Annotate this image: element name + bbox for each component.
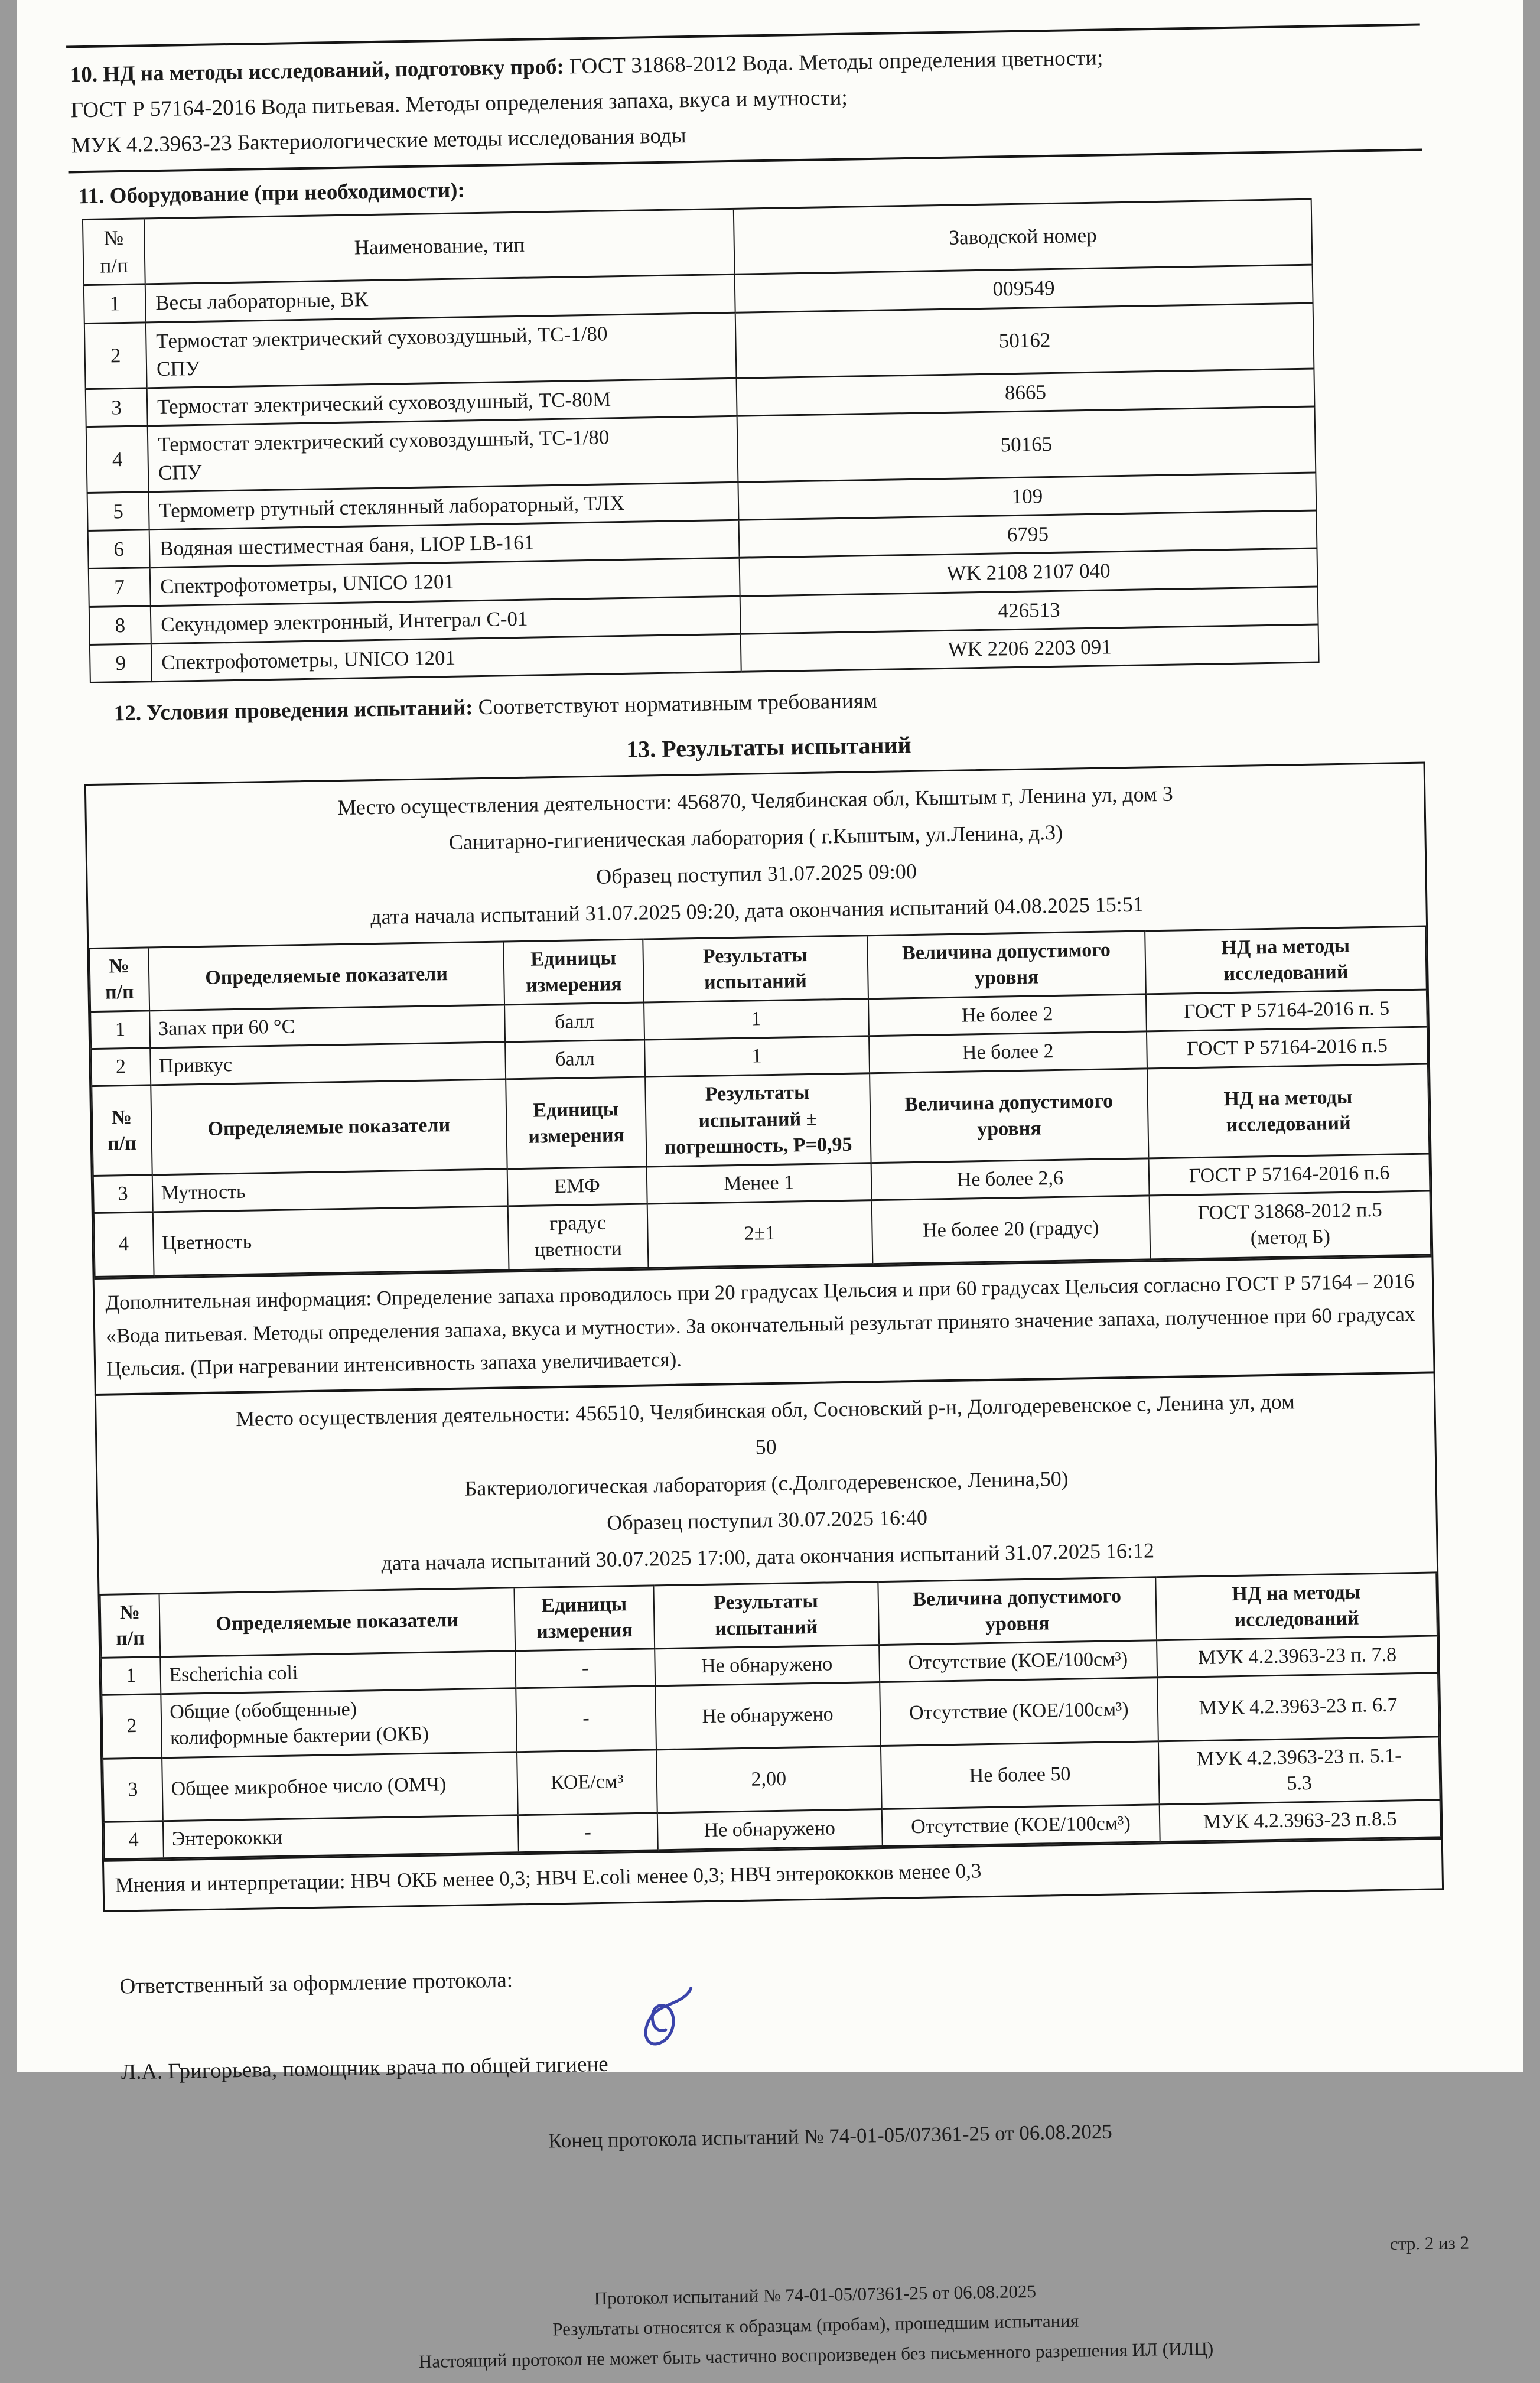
cell-units: балл — [504, 1002, 644, 1042]
cell-name: Секундомер электронный, Интеграл С-01 — [151, 596, 741, 644]
cell-units: - — [516, 1686, 656, 1752]
cell-indicator: Энтерококки — [162, 1815, 519, 1858]
results-table-bacteriological — [99, 1571, 1441, 1860]
cell-method: МУК 4.2.3963-23 п. 5.1- 5.3 — [1158, 1736, 1440, 1804]
cell-method: МУК 4.2.3963-23 п.8.5 — [1160, 1800, 1441, 1842]
results-block-sanitary — [84, 762, 1435, 1396]
cell-units: КОЕ/см³ — [517, 1749, 657, 1815]
section-10-line2: ГОСТ Р 57164-2016 Вода питьевая. Методы определения запаха, вкуса и мутности; — [70, 85, 848, 123]
section-10-line3: МУК 4.2.3963-23 Бактериологические методы исследования воды — [71, 123, 686, 158]
section-13-title: 13. Результаты испытаний — [626, 731, 911, 763]
cell-limit: Не более 50 — [880, 1741, 1159, 1809]
header-limit: Величина допустимого уровня — [878, 1577, 1157, 1645]
laboratory-name-1: Санитарно-гигиеническая лаборатория ( г.Кыштым, ул.Ленина, д.3) — [448, 820, 1063, 854]
cell-units: градус цветности — [508, 1204, 648, 1269]
cell-name: Термостат электрический суховоздушный, ТС-80М — [147, 378, 737, 426]
cell-name: Весы лабораторные, ВК — [145, 275, 735, 323]
cell-units: - — [518, 1813, 657, 1853]
cell-indicator: Привкус — [150, 1042, 506, 1085]
header-units: Единицы измерения — [515, 1585, 655, 1650]
header-method: НД на методы исследований — [1145, 926, 1427, 994]
cell-name: Спектрофотометры, UNICO 1201 — [150, 558, 740, 606]
cell-serial: 426513 — [740, 587, 1318, 634]
header-num: № п/п — [92, 1085, 152, 1176]
document-page — [17, 0, 1523, 2372]
section-10 — [70, 35, 1424, 164]
test-dates-2: дата начала испытаний 30.07.2025 17:00, дата окончания испытаний 31.07.2025 16:12 — [381, 1538, 1155, 1575]
cell-limit: Отсутствие (КОЕ/100см³) — [880, 1678, 1158, 1746]
cell-serial: WK 2206 2203 091 — [741, 624, 1318, 672]
page-number: стр. 2 из 2 — [1389, 2232, 1470, 2255]
signature-ink — [615, 1984, 705, 2068]
cell-num: 1 — [84, 284, 146, 323]
cell-indicator: Запах при 60 °С — [149, 1005, 506, 1048]
cell-indicator: Цветность — [152, 1206, 509, 1275]
cell-method: ГОСТ Р 57164-2016 п. 5 — [1146, 989, 1427, 1031]
cell-method: МУК 4.2.3963-23 п. 6.7 — [1157, 1673, 1439, 1741]
opinions-interpretations: Мнения и интерпретации: НВЧ ОКБ менее 0,3; НВЧ E.coli менее 0,3; НВЧ энтерококков менее 0,3 — [104, 1838, 1442, 1910]
footer-notes — [103, 2268, 1486, 2382]
sample-info-1 — [86, 764, 1426, 946]
header-units: Единицы измерения — [506, 1077, 646, 1168]
cell-num: 3 — [103, 1757, 162, 1822]
cell-num: 1 — [90, 1011, 150, 1049]
cell-num: 6 — [88, 530, 150, 569]
cell-num: 4 — [86, 426, 149, 493]
cell-units: балл — [505, 1040, 644, 1079]
cell-result: Не обнаружено — [655, 1682, 881, 1750]
cell-result: Не обнаружено — [655, 1645, 880, 1686]
cell-units: - — [515, 1649, 655, 1688]
section-10-line1: ГОСТ 31868-2012 Вода. Методы определения цветности; — [564, 45, 1103, 79]
header-units: Единицы измерения — [504, 939, 644, 1005]
cell-indicator: Общие (обобщенные) колиформные бактерии (ОКБ) — [161, 1688, 517, 1757]
results-table-organoleptic — [89, 925, 1431, 1277]
cell-limit: Не более 20 (градус) — [871, 1196, 1150, 1264]
cell-method: ГОСТ 31868-2012 п.5 (метод Б) — [1150, 1191, 1431, 1259]
header-method: НД на методы исследований — [1155, 1573, 1437, 1640]
header-result: Результаты испытаний — [643, 935, 868, 1002]
header-result: Результаты испытаний — [653, 1581, 879, 1649]
cell-num: 3 — [93, 1175, 153, 1213]
cell-serial: 109 — [738, 473, 1316, 520]
cell-result: 1 — [644, 999, 869, 1040]
header-result: Результаты испытаний ± погрешность, Р=0,95 — [645, 1073, 871, 1167]
cell-serial: 50165 — [737, 406, 1316, 482]
equipment-table — [82, 198, 1319, 683]
cell-num: 4 — [104, 1821, 164, 1860]
cell-serial: 50162 — [735, 303, 1314, 379]
footer-reproduction-note: Настоящий протокол не может быть частично воспроизведен без письменного разрешения ИЛ (ИЛЦ) — [418, 2338, 1214, 2372]
laboratory-name-2: Бактериологическая лаборатория (с.Долгодеревенское, Ленина,50) — [464, 1466, 1069, 1500]
cell-num: 8 — [89, 605, 151, 644]
cell-limit: Не более 2 — [868, 994, 1147, 1036]
signature-block — [119, 1946, 1482, 2090]
cell-num: 5 — [87, 492, 149, 531]
end-of-protocol-line: Конец протокола испытаний № 74-01-05/07361-25 от 06.08.2025 — [548, 2120, 1113, 2153]
cell-method: МУК 4.2.3963-23 п. 7.8 — [1157, 1636, 1438, 1678]
header-indicator: Определяемые показатели — [151, 1079, 507, 1175]
test-dates-1: дата начала испытаний 31.07.2025 09:20, дата окончания испытаний 04.08.2025 15:51 — [370, 892, 1144, 929]
cell-num: 9 — [90, 644, 152, 683]
cell-indicator: Мутность — [152, 1169, 508, 1212]
header-limit: Величина допустимого уровня — [870, 1069, 1149, 1163]
sample-received-2: Образец поступил 30.07.2025 16:40 — [607, 1505, 928, 1535]
results-block-bacteriological — [95, 1371, 1444, 1912]
cell-name: Спектрофотометры, UNICO 1201 — [151, 634, 741, 682]
place-of-activity-1: Место осуществления деятельности: 456870, Челябинская обл, Кыштым г, Ленина ул, дом 3 — [337, 782, 1174, 820]
cell-num: 7 — [89, 568, 151, 607]
signature-person: Л.А. Григорьева, помощник врача по общей гигиене — [121, 2052, 609, 2085]
section-10-label: 10. НД на методы исследований, подготовку проб: — [70, 54, 565, 87]
cell-result: 1 — [644, 1036, 870, 1077]
cell-result: 2±1 — [647, 1200, 872, 1268]
cell-num: 4 — [94, 1212, 154, 1277]
footer-results-note: Результаты относятся к образцам (пробам), прошедшим испытания — [552, 2310, 1079, 2340]
cell-method: ГОСТ Р 57164-2016 п.6 — [1149, 1154, 1430, 1196]
cell-result: 2,00 — [656, 1746, 881, 1813]
cell-limit: Отсутствие (КОЕ/100см³) — [881, 1805, 1160, 1847]
cell-name: Термометр ртутный стеклянный лабораторный, ТЛХ — [149, 482, 739, 530]
footer-protocol-number: Протокол испытаний № 74-01-05/07361-25 от 06.08.2025 — [594, 2281, 1037, 2309]
header-method: НД на методы исследований — [1147, 1064, 1430, 1158]
cell-name: Термостат электрический суховоздушный, ТС-1/80 СПУ — [146, 312, 737, 388]
section-11-title: 11. Оборудование (при необходимости): — [77, 178, 465, 209]
cell-num: 1 — [101, 1657, 161, 1695]
cell-result: Менее 1 — [646, 1163, 871, 1204]
section-12-value: Соответствуют нормативным требованиям — [473, 688, 878, 720]
sample-received-1: Образец поступил 31.07.2025 09:00 — [595, 859, 917, 888]
equipment-header-serial: Заводской номер — [734, 199, 1312, 275]
section-12-label: 12. Условия проведения испытаний: — [113, 695, 473, 726]
cell-limit: Не более 2,6 — [871, 1158, 1149, 1200]
cell-serial: WK 2108 2107 040 — [740, 548, 1317, 595]
cell-result: Не обнаружено — [657, 1809, 882, 1850]
section-12 — [113, 679, 1458, 727]
header-indicator: Определяемые показатели — [148, 942, 504, 1011]
cell-num: 2 — [102, 1694, 161, 1759]
place-of-activity-2: Место осуществления деятельности: 456510, Челябинская обл, Сосновский р-н, Долгодеревенское с, Ленина ул, дом 50 — [235, 1389, 1295, 1459]
cell-num: 3 — [86, 388, 148, 427]
cell-limit: Не более 2 — [869, 1031, 1147, 1073]
cell-num: 2 — [84, 322, 147, 389]
additional-info: Дополнительная информация: Определение запаха проводилось при 20 градусах Цельсия и при 60 градусах Цельсия согласно ГОСТ Р 57164 – 2016 «Вода питьевая. Методы определения запаха, вкуса и мутности». За окончательный результат принято значение запаха, полученное при 60 градусах Цельсия. (При нагревании интенсивность запаха увеличивается). — [95, 1255, 1434, 1394]
cell-indicator: Escherichia coli — [160, 1651, 516, 1694]
cell-method: ГОСТ Р 57164-2016 п.5 — [1147, 1027, 1428, 1069]
cell-name: Водяная шестиместная баня, LIOP LB-161 — [149, 520, 740, 568]
cell-units: ЕМФ — [507, 1167, 647, 1206]
header-indicator: Определяемые показатели — [159, 1587, 515, 1656]
header-num: № п/п — [100, 1593, 160, 1658]
equipment-header-num: № п/п — [83, 219, 145, 285]
cell-num: 2 — [91, 1048, 151, 1086]
header-num: № п/п — [89, 948, 149, 1012]
cell-serial: 009549 — [735, 265, 1313, 312]
sample-info-2 — [96, 1373, 1437, 1593]
signature-caption: Ответственный за оформление протокола: — [119, 1968, 513, 1999]
equipment-header-name: Наименование, тип — [144, 209, 735, 284]
cell-serial: 8665 — [737, 369, 1314, 416]
cell-serial: 6795 — [739, 510, 1317, 558]
cell-indicator: Общее микробное число (ОМЧ) — [162, 1752, 518, 1821]
cell-limit: Отсутствие (КОЕ/100см³) — [879, 1640, 1157, 1682]
header-limit: Величина допустимого уровня — [867, 931, 1146, 999]
cell-name: Термостат электрический суховоздушный, ТС-1/80 СПУ — [148, 416, 738, 492]
